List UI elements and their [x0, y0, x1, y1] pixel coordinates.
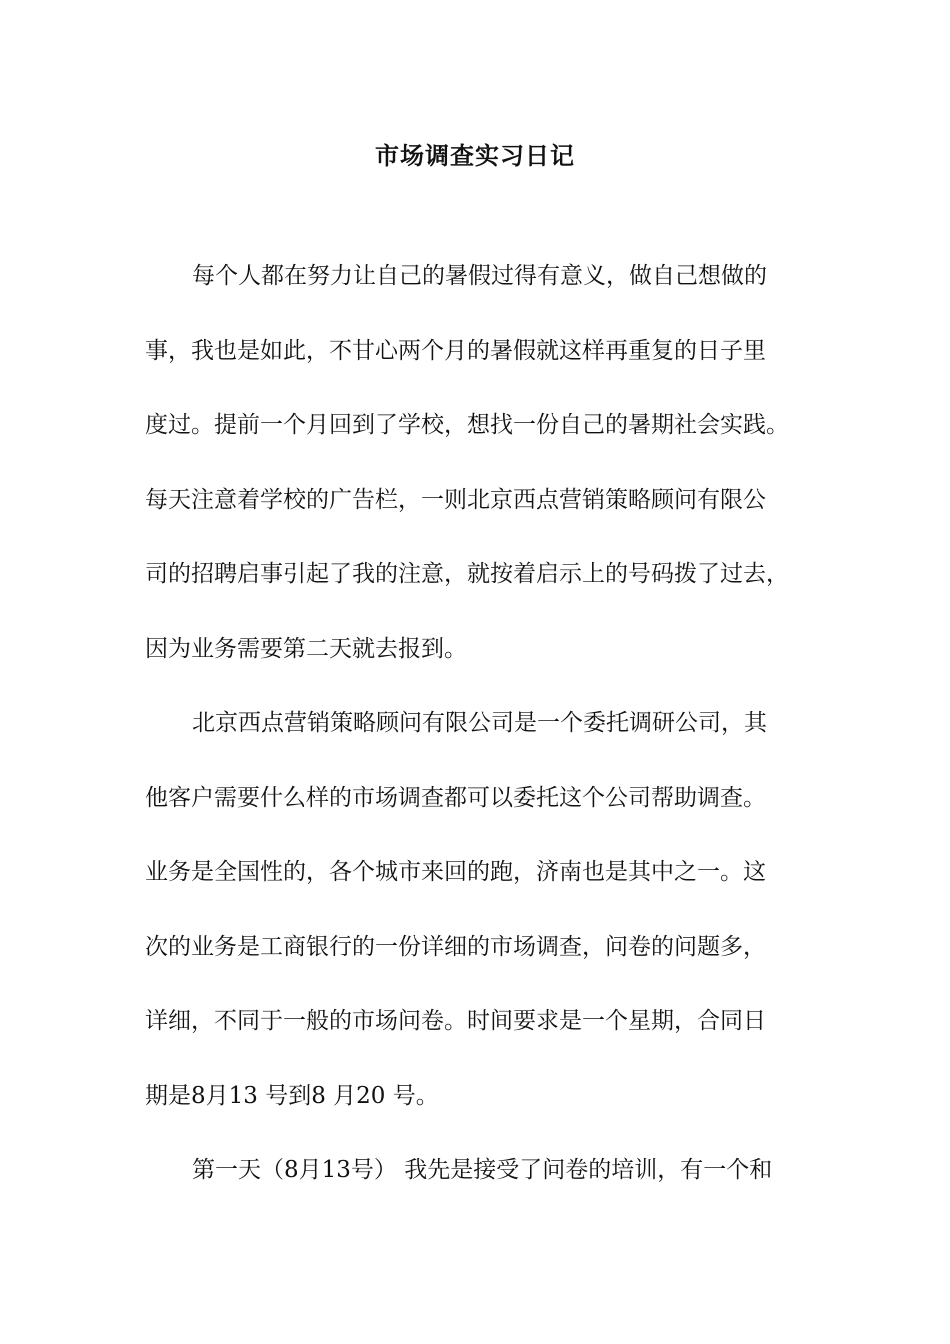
paragraph-1-line-5: 司的招聘启事引起了我的注意，就按着启示上的号码拨了过去，: [145, 561, 789, 587]
paragraph-1-line-2: 事，我也是如此，不甘心两个月的暑假就这样再重复的日子里: [145, 338, 766, 364]
page-title: 市场调查实习日记: [375, 141, 575, 170]
paragraph-2-line-1: 北京西点营销策略顾问有限公司是一个委托调研公司，其: [192, 710, 767, 736]
paragraph-2-line-6: 期是8月13 号到8 月20 号。: [145, 1083, 439, 1109]
paragraph-3-line-1: 第一天（8月13号） 我先是接受了问卷的培训，有一个和: [192, 1157, 773, 1183]
paragraph-2-line-4: 次的业务是工商银行的一份详细的市场调查，问卷的问题多，: [145, 934, 766, 960]
paragraph-2-line-2: 他客户需要什么样的市场调查都可以委托这个公司帮助调查。: [145, 785, 766, 811]
paragraph-2-line-5: 详细，不同于一般的市场问卷。时间要求是一个星期，合同日: [145, 1008, 766, 1034]
paragraph-2-line-3: 业务是全国性的，各个城市来回的跑，济南也是其中之一。这: [145, 859, 766, 885]
paragraph-1-line-6: 因为业务需要第二天就去报到。: [145, 636, 467, 662]
paragraph-1-line-4: 每天注意着学校的广告栏，一则北京西点营销策略顾问有限公: [145, 487, 766, 513]
paragraph-1-line-3: 度过。提前一个月回到了学校，想找一份自己的暑期社会实践。: [145, 412, 789, 438]
paragraph-1-line-1: 每个人都在努力让自己的暑假过得有意义，做自己想做的: [192, 263, 767, 289]
